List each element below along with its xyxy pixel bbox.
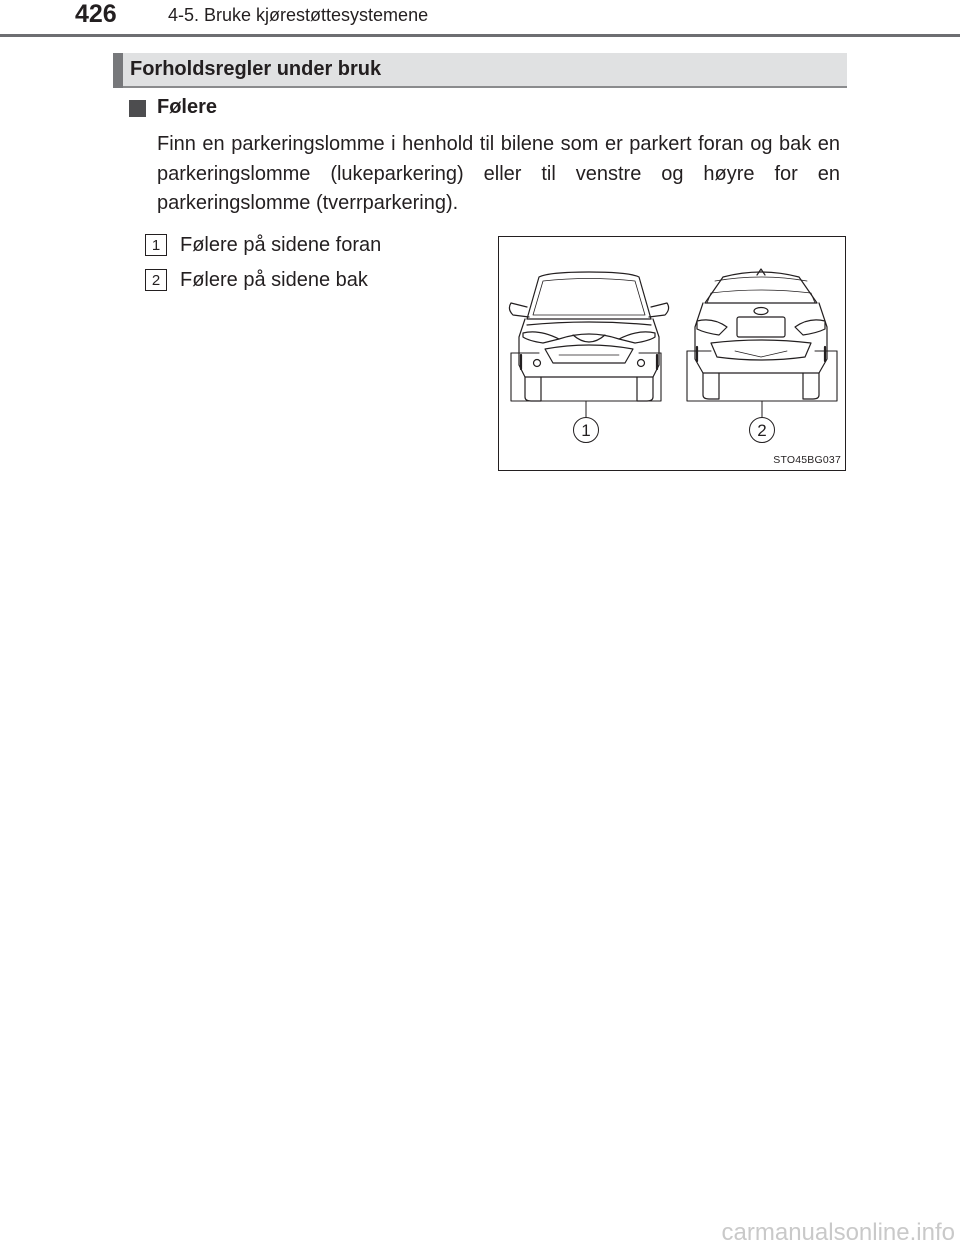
- page-number: 426: [75, 0, 117, 28]
- square-bullet-icon: [129, 100, 146, 117]
- watermark-text: carmanualsonline.info: [721, 1219, 955, 1246]
- section-title: Forholdsregler under bruk: [130, 58, 382, 80]
- legend-label: Følere på sidene foran: [180, 233, 382, 256]
- car-front-view-icon: [509, 272, 668, 401]
- figure-callout: 2: [749, 417, 775, 443]
- legend-number-badge: 1: [145, 234, 167, 256]
- legend-number-badge: 2: [145, 269, 167, 291]
- sensor-illustration: [498, 236, 846, 471]
- section-accent: [113, 53, 123, 88]
- legend-item: [145, 267, 368, 293]
- car-illustrations: [499, 237, 845, 470]
- subsection-title: Følere: [157, 96, 218, 118]
- figure-code: STO45BG037: [773, 454, 841, 466]
- body-paragraph: Finn en parkeringslomme i henhold til bilene som er parkert foran og bak en parkeringslomme (lukeparkering) eller til venstre og høyre for en parkeringslomme (tverrparkering).: [157, 133, 840, 214]
- header-divider: [0, 34, 960, 37]
- car-rear-view-icon: [695, 269, 827, 399]
- rear-sensor-zone: [687, 351, 837, 401]
- chapter-title: 4-5. Bruke kjørestøttesystemene: [168, 5, 429, 25]
- section-header: [113, 53, 847, 88]
- legend-label: Følere på sidene bak: [180, 268, 368, 291]
- figure-callout: 1: [573, 417, 599, 443]
- legend-item: [145, 232, 381, 258]
